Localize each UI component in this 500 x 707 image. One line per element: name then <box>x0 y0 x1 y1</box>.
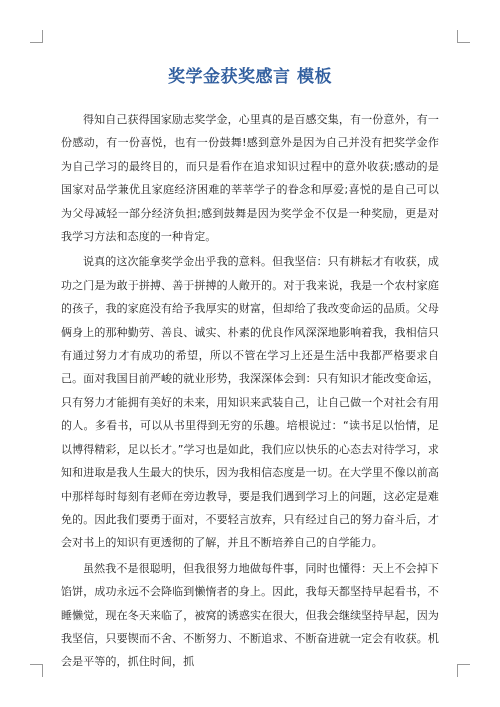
document-title: 奖学金获奖感言 模板 <box>168 67 332 87</box>
document-body <box>61 108 439 676</box>
crop-mark-top-left <box>30 30 43 43</box>
paragraph-1: 得知自己获得国家励志奖学金，心里真的是百感交集，有一份意外，有一份感动，有一份喜悦，也有一份鼓舞!感到意外是因为自己并没有把奖学金作为自己学习的最终目的，而只是看作在追求知识过程中的意外收获;感动的是国家对品学兼优且家庭经济困难的莘莘学子的眷念和厚爱;喜悦的是自己可以为父母减轻一部分经济负担;感到鼓舞是因为奖学金不仅是一种奖励，更是对我学习方法和态度的一种肯定。 <box>61 113 439 244</box>
crop-mark-bottom-left <box>30 664 43 677</box>
crop-mark-bottom-right <box>457 664 470 677</box>
paragraph-3: 虽然我不是很聪明，但我很努力地做每件事，同时也懂得：天上不会掉下馅饼，成功永远不会降临到懒惰者的身上。因此，我每天都坚持早起看书，不睡懒觉，现在冬天来临了，被窝的诱惑实在很大，但我会继续坚持早起，因为我坚信，只要锲而不舍、不断努力、不断追求、不断奋进就一定会有收获。机会是平等的，抓住时间，抓 <box>61 561 439 669</box>
paragraph-2: 说真的这次能拿奖学金出乎我的意料。但我坚信：只有耕耘才有收获，成功之门是为敢于拼搏、善于拼搏的人敞开的。对于我来说，我是一个农村家庭的孩子，我的家庭没有给予我厚实的财富，但却给了我改变命运的品质。父母俩身上的那种勤劳、善良、诚实、朴素的优良作风深深地影响着我，我相信只有通过努力才有成功的希望，所以不管在学习上还是生活中我都严格要求自己。面对我国目前严峻的就业形势，我深深体会到：只有知识才能改变命运，只有努力才能拥有美好的未来，用知识来武装自己，让自己做一个对社会有用的人。多看书，可以从书里得到无穷的乐趣。培根说过：“读书足以怡情，足以博得精彩，足以长才。”学习也是如此，我们应以快乐的心态去对待学习，求知和进取是我人生最大的快乐，因为我相信态度是一切。在大学里不像以前高中那样每时每刻有老师在旁边教导，要是我们遇到学习上的问题，这必定是难免的。因此我们要勇于面对，不要轻言放弃，只有经过自己的努力奋斗后，才会对书上的知识有更透彻的了解，并且不断培养自己的自学能力。 <box>61 255 439 550</box>
crop-mark-top-right <box>457 30 470 43</box>
